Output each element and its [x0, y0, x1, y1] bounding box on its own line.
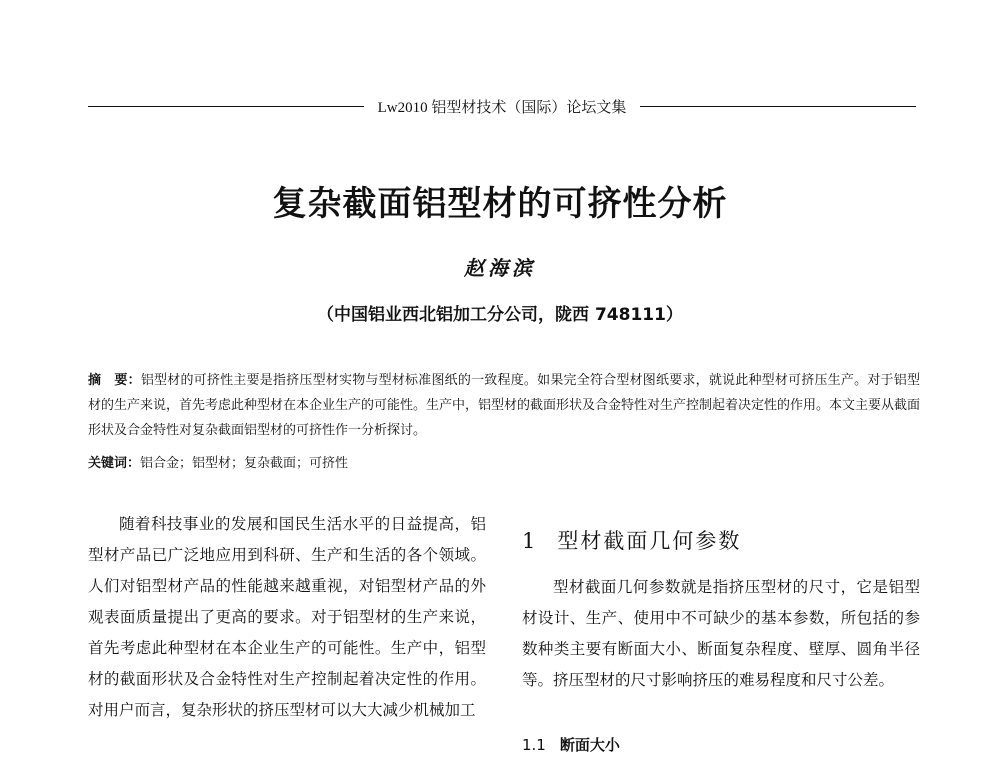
subsection-number: 1.1	[522, 736, 546, 754]
section-heading	[522, 525, 922, 555]
running-title: Lw2010 铝型材技术（国际）论坛文集	[377, 99, 627, 116]
paper-author: 赵海滨	[464, 256, 536, 280]
keywords	[88, 453, 920, 475]
keywords-text: 铝合金；铝型材；复杂截面；可挤性	[140, 456, 349, 471]
paper-affiliation: （中国铝业西北铝加工分公司，陇西 748111）	[317, 305, 683, 325]
body-left-column: 随着科技事业的发展和国民生活水平的日益提高，铝型材产品已广泛地应用到科研、生产和生活的各个领域。人们对铝型材产品的性能越来越重视，对铝型材产品的外观表面质量提出了更高的要求。对于铝型材的生产来说，首先考虑此种型材在本企业生产的可能性。生产中，铝型材的截面形状及合金特性对生产控制起着决定性的作用。对用户而言，复杂形状的挤压型材可以大大减少机械加工	[88, 515, 486, 719]
header-rule-left	[88, 106, 364, 107]
body-right-column: 型材截面几何参数就是指挤压型材的尺寸，它是铝型材设计、生产、使用中不可缺少的基本参数，所包括的参数种类主要有断面大小、断面复杂程度、壁厚、圆角半径等。挤压型材的尺寸影响挤压的难易程度和尺寸公差。	[522, 578, 920, 689]
header-rule-right	[640, 106, 916, 107]
running-header	[88, 96, 916, 116]
subsection-title: 断面大小	[559, 736, 620, 754]
abstract	[88, 368, 920, 443]
abstract-text: 铝型材的可挤性主要是指挤压型材实物与型材标准图纸的一致程度。如果完全符合型材图纸要求，就说此种型材可挤压生产。对于铝型材的生产来说，首先考虑此种型材在本企业生产的可能性。生产中，铝型材的截面形状及合金特性对生产控制起着决定性的作用。本文主要从截面形状及合金特性对复杂截面铝型材的可挤性作一分析探讨。	[88, 373, 921, 438]
paper-title: 复杂截面铝型材的可挤性分析	[272, 184, 728, 224]
abstract-label: 摘 要：	[88, 373, 141, 388]
keywords-label: 关键词：	[88, 456, 141, 471]
subsection-heading	[522, 734, 920, 755]
section-title: 型材截面几何参数	[557, 529, 742, 553]
section-number: 1	[522, 529, 538, 553]
